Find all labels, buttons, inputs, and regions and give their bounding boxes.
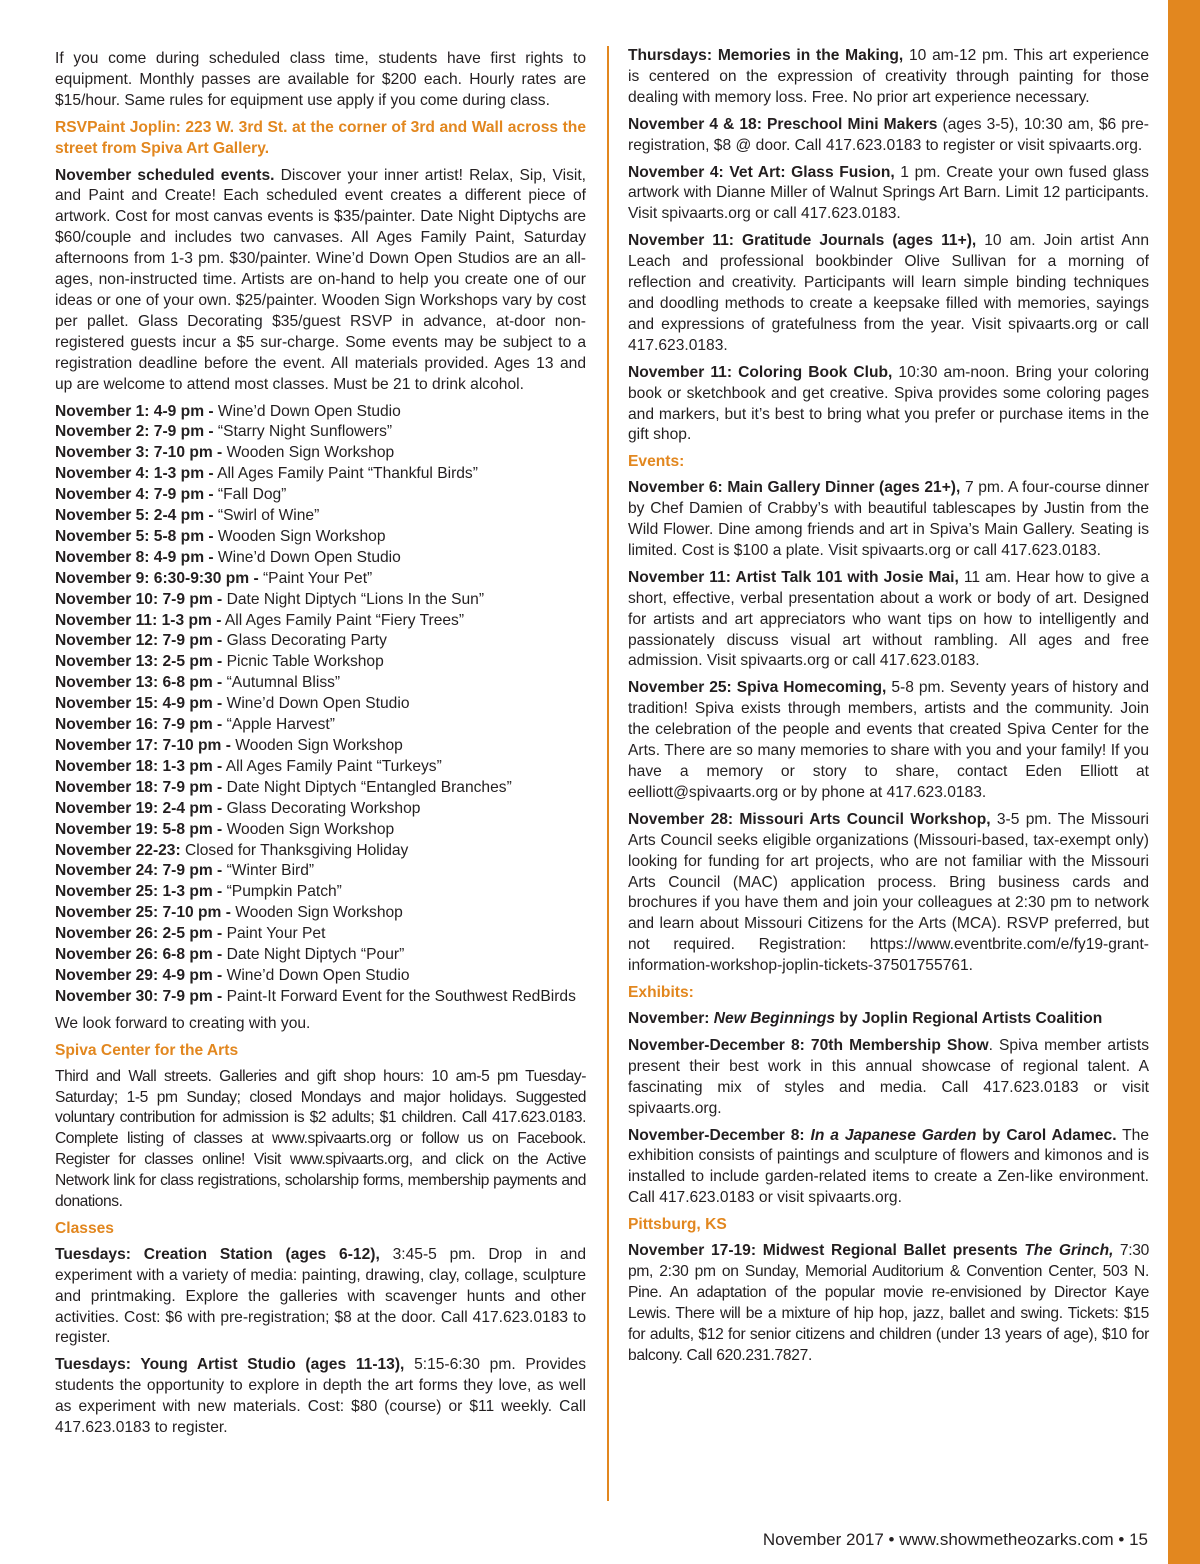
event-description: “Starry Night Sunflowers” bbox=[213, 423, 393, 441]
gratitude-journals bbox=[628, 231, 1149, 356]
event-date: November 29: 4-9 pm - bbox=[55, 966, 223, 984]
event-description: Closed for Thanksgiving Holiday bbox=[180, 841, 409, 859]
artist-talk-101 bbox=[628, 568, 1149, 673]
exhibit-new-beginnings-artist: by Joplin Regional Artists Coalition bbox=[835, 1009, 1103, 1027]
class-creation-station bbox=[55, 1245, 586, 1350]
event-description: “Winter Bird” bbox=[222, 862, 315, 880]
memories-title: Thursdays: Memories in the Making, bbox=[628, 47, 904, 64]
classes-heading: Classes bbox=[55, 1219, 114, 1237]
event-description: Glass Decorating Party bbox=[222, 632, 387, 650]
event-description: Paint-It Forward Event for the Southwest RedBirds bbox=[222, 987, 576, 1005]
event-list-item bbox=[55, 715, 586, 736]
event-description: Glass Decorating Workshop bbox=[222, 799, 421, 817]
rsvpaint-heading: RSVPaint Joplin: 223 W. 3rd St. at the corner of 3rd and Wall across the street from Spiva Art Gallery. bbox=[55, 118, 586, 157]
event-date: November 16: 7-9 pm - bbox=[55, 716, 223, 734]
event-list-item bbox=[55, 945, 586, 966]
event-list-item bbox=[55, 736, 586, 757]
event-description: Wine’d Down Open Studio bbox=[213, 402, 401, 420]
missouri-arts-council-workshop bbox=[628, 810, 1149, 977]
gratitude-title: November 11: Gratitude Journals (ages 11+), bbox=[628, 232, 977, 250]
vet-art-title: November 4: Vet Art: Glass Fusion, bbox=[628, 163, 895, 181]
event-list-item bbox=[55, 611, 586, 632]
membership-show-title: November-December 8: 70th Membership Show bbox=[628, 1036, 989, 1054]
event-date: November 18: 1-3 pm - bbox=[55, 757, 223, 775]
event-list-item bbox=[55, 590, 586, 611]
event-date: November 24: 7-9 pm - bbox=[55, 862, 223, 880]
event-date: November 4: 7-9 pm - bbox=[55, 486, 214, 504]
event-date: November 11: 1-3 pm - bbox=[55, 611, 222, 629]
event-description: Wine’d Down Open Studio bbox=[213, 548, 401, 566]
event-list-item bbox=[55, 485, 586, 506]
event-description: Wooden Sign Workshop bbox=[213, 527, 386, 545]
main-gallery-dinner bbox=[628, 478, 1149, 562]
event-list-item bbox=[55, 694, 586, 715]
event-list-item bbox=[55, 673, 586, 694]
november-scheduled-paragraph bbox=[55, 166, 586, 396]
event-description: Date Night Diptych “Lions In the Sun” bbox=[222, 590, 485, 608]
memories-text: 10 am-12 pm. This art experience is centered on the expression of creativity through painting for those dealing with memory loss. Free. No prior art experience necessary. bbox=[628, 47, 1150, 106]
dinner-title: November 6: Main Gallery Dinner (ages 21+), bbox=[628, 479, 961, 497]
japanese-garden-text: The exhibition consists of paintings and sculpture of flowers and kimonos and is installed to include garden-related items to create a Zen-like environment. Call 417.623.0183 or visit spivaarts.org. bbox=[628, 1126, 1150, 1207]
page-edge-color-band bbox=[1168, 0, 1200, 1564]
exhibits-heading: Exhibits: bbox=[628, 984, 694, 1002]
november-scheduled-text: Discover your inner artist! Relax, Sip, Visit, and Paint and Create! Each scheduled event creates a different piece of artwork. Cost for most canvas events is $35/painter. Date Night Diptychs are $60/couple and includes two canvases. All Ages Family Paint, Saturday afternoons from 1-3 pm. $30/painter. Wine’d Down Open Studios are an all-ages, non-instructed time. Artists are on-hand to help you create one of our ideas or one of your own. $25/painter. Wooden Sign Workshops vary by cost per pallet. Glass Decorating $35/guest RSVP in advance, at-door non-registered guests incur a $5 sur-charge. Some events may be subject to a registration deadline before the event. All materials provided. Ages 13 and up are welcome to attend most classes. Must be 21 to drink alcohol. bbox=[55, 166, 586, 393]
mac-title: November 28: Missouri Arts Council Workshop, bbox=[628, 810, 991, 828]
class-young-artist-studio bbox=[55, 1355, 586, 1439]
membership-show-text: . Spiva member artists present their best work in this annual showcase of regional talent. A fascinating mix of styles and media. Call 417.623.0183 or visit spivaarts.org. bbox=[628, 1036, 1149, 1117]
event-date: November 9: 6:30-9:30 pm - bbox=[55, 569, 259, 587]
event-list-item bbox=[55, 966, 586, 987]
coloring-title: November 11: Coloring Book Club, bbox=[628, 363, 893, 381]
event-description: “Pumpkin Patch” bbox=[222, 883, 342, 901]
event-list-item bbox=[55, 402, 586, 423]
event-list-item bbox=[55, 631, 586, 652]
exhibit-new-beginnings bbox=[628, 1009, 1149, 1030]
vet-art-text: 1 pm. Create your own fused glass artwork with Dianne Miller of Walnut Springs Art Barn. Limit 12 participants. Visit spivaarts.org or call 417.623.0183. bbox=[628, 163, 1149, 223]
event-list-item bbox=[55, 882, 586, 903]
ballet-text: 7:30 pm, 2:30 pm on Sunday, Memorial Auditorium & Convention Center, 503 N. Pine. An adaptation of the popular movie re-envisioned by Director Kaye Lewis. There will be a mixture of hip hop, jazz, ballet and swing. Tickets: $15 for adults, $12 for senior citizens and children (under 13 years of age), $10 for balcony. Call 620.231.7827. bbox=[628, 1242, 1149, 1364]
event-list-item bbox=[55, 464, 586, 485]
event-date: November 10: 7-9 pm - bbox=[55, 590, 223, 608]
japanese-garden-prefix: November-December 8: bbox=[628, 1126, 811, 1144]
event-list-item bbox=[55, 799, 586, 820]
event-date: November 2: 7-9 pm - bbox=[55, 423, 214, 441]
event-date: November 5: 2-4 pm - bbox=[55, 507, 214, 525]
exhibit-new-beginnings-title: New Beginnings bbox=[713, 1009, 836, 1027]
event-description: Wooden Sign Workshop bbox=[222, 820, 395, 838]
event-date: November 19: 2-4 pm - bbox=[55, 799, 223, 817]
exhibit-membership-show bbox=[628, 1036, 1149, 1120]
mac-text: 3-5 pm. The Missouri Arts Council seeks eligible organizations (Missouri-based, tax-exempt only) looking for funding for art projects, who are not familiar with the Missouri Arts Council (MAC) application process. Bring business cards and brochures if you have them and join your colleagues at 2:30 pm to network and learn about Missouri Citizens for the Arts (MCA). RSVP preferred, but not required. Registration: https://www.eventbrite.com/e/fy19-grant-information-workshop-joplin-tickets-37501755761. bbox=[628, 810, 1149, 975]
artist-talk-title: November 11: Artist Talk 101 with Josie Mai, bbox=[628, 568, 959, 586]
event-list-item bbox=[55, 652, 586, 673]
exhibit-japanese-garden bbox=[628, 1126, 1149, 1210]
pittsburg-heading: Pittsburg, KS bbox=[628, 1216, 727, 1234]
event-date: November 13: 2-5 pm - bbox=[55, 653, 223, 671]
preschool-mini-makers bbox=[628, 115, 1149, 157]
event-date: November 19: 5-8 pm - bbox=[55, 820, 223, 838]
event-list-item bbox=[55, 778, 586, 799]
coloring-book-club bbox=[628, 363, 1149, 447]
japanese-garden-artist: by Carol Adamec. bbox=[976, 1126, 1117, 1144]
event-list-item bbox=[55, 841, 586, 862]
event-date: November 22-23: bbox=[55, 841, 181, 859]
event-description: All Ages Family Paint “Fiery Trees” bbox=[221, 611, 465, 629]
homecoming-text: 5-8 pm. Seventy years of history and tradition! Spiva exists through members, artists and the community. Join the celebration of the people and events that created Spiva Center for the Arts. There are so many memories to share with you and your family! If you have a memory or story to share, contact Eden Elliott at eelliott@spivaarts.org or by phone at 417.623.0183. bbox=[628, 679, 1149, 801]
event-description: Picnic Table Workshop bbox=[222, 653, 384, 671]
event-description: Wooden Sign Workshop bbox=[230, 904, 403, 922]
events-heading: Events: bbox=[628, 453, 685, 471]
event-date: November 25: 7-10 pm - bbox=[55, 904, 231, 922]
class-young-artist-studio-text: 5:15-6:30 pm. Provides students the opportunity to explore in depth the art forms they love, as well as experiment with new materials. Cost: $80 (course) or $11 weekly. Call 417.623.0183 to register. bbox=[55, 1356, 586, 1437]
exhibit-new-beginnings-prefix: November: bbox=[628, 1009, 714, 1027]
event-list-item bbox=[55, 548, 586, 569]
homecoming-title: November 25: Spiva Homecoming, bbox=[628, 679, 887, 697]
gratitude-text: 10 am. Join artist Ann Leach and professional bookbinder Olive Sullivan for a morning of reflection and creativity. Participants will learn simple binding techniques and doodling methods to create a keepsake filled with memories, sayings and expressions of gratefulness from the year. Visit spivaarts.org or call 417.623.0183. bbox=[628, 232, 1149, 354]
event-date: November 8: 4-9 pm - bbox=[55, 548, 214, 566]
event-description: Paint Your Pet bbox=[222, 925, 326, 943]
event-date: November 18: 7-9 pm - bbox=[55, 778, 223, 796]
event-description: “Fall Dog” bbox=[213, 486, 287, 504]
vet-art-glass-fusion bbox=[628, 163, 1149, 226]
midwest-regional-ballet bbox=[628, 1241, 1149, 1366]
event-description: All Ages Family Paint “Thankful Birds” bbox=[213, 465, 478, 483]
left-column bbox=[55, 49, 586, 1445]
event-description: All Ages Family Paint “Turkeys” bbox=[222, 757, 442, 775]
event-list-item bbox=[55, 820, 586, 841]
memories-in-the-making bbox=[628, 46, 1149, 109]
ballet-show-name: The Grinch, bbox=[1024, 1242, 1114, 1260]
event-list-item bbox=[55, 569, 586, 590]
event-description: “Swirl of Wine” bbox=[213, 507, 320, 525]
event-description: Date Night Diptych “Pour” bbox=[222, 946, 405, 964]
event-list-item bbox=[55, 903, 586, 924]
event-description: “Apple Harvest” bbox=[222, 716, 335, 734]
closing-line: We look forward to creating with you. bbox=[55, 1014, 311, 1032]
column-divider bbox=[607, 46, 609, 1501]
spiva-homecoming bbox=[628, 678, 1149, 803]
japanese-garden-title: In a Japanese Garden bbox=[810, 1126, 977, 1144]
spiva-center-heading: Spiva Center for the Arts bbox=[55, 1041, 239, 1059]
event-description: “Paint Your Pet” bbox=[258, 569, 373, 587]
event-description: Wine’d Down Open Studio bbox=[222, 966, 410, 984]
mini-makers-text: (ages 3-5), 10:30 am, $6 pre-registration, $8 @ door. Call 417.623.0183 to register or visit spivaarts.org. bbox=[628, 115, 1149, 154]
event-list-item bbox=[55, 506, 586, 527]
event-description: Wooden Sign Workshop bbox=[222, 444, 395, 462]
class-creation-station-text: 3:45-5 pm. Drop in and experiment with a variety of media: painting, drawing, clay, collage, sculpture and printmaking. Explore the galleries with scavenger hunts and other activities. Cost: $6 with pre-registration; $8 at the door. Call 417.623.0183 to register. bbox=[55, 1245, 586, 1347]
event-list-item bbox=[55, 443, 586, 464]
right-column bbox=[628, 46, 1149, 1372]
event-list-item bbox=[55, 924, 586, 945]
event-date: November 13: 6-8 pm - bbox=[55, 674, 223, 692]
november-scheduled-title: November scheduled events. bbox=[55, 166, 275, 184]
event-date: November 26: 2-5 pm - bbox=[55, 925, 223, 943]
event-date: November 1: 4-9 pm - bbox=[55, 402, 214, 420]
event-date: November 15: 4-9 pm - bbox=[55, 695, 223, 713]
event-description: Date Night Diptych “Entangled Branches” bbox=[222, 778, 512, 796]
event-date: November 17: 7-10 pm - bbox=[55, 737, 231, 754]
intro-paragraph: If you come during scheduled class time, students have first rights to equipment. Monthly passes are available for $200 each. Hourly rates are $15/hour. Same rules for equipment use apply if you come during class. bbox=[55, 50, 586, 109]
dinner-text: 7 pm. A four-course dinner by Chef Damien of Crabby’s with beautiful tablescapes by Justin from the Wild Flower. Dine among friends and art in Spiva’s Main Gallery. Seating is limited. Cost is $100 a plate. Visit spivaarts.org or call 417.623.0183. bbox=[628, 479, 1149, 559]
event-date: November 12: 7-9 pm - bbox=[55, 632, 223, 650]
event-list bbox=[55, 402, 586, 1008]
event-description: Wooden Sign Workshop bbox=[230, 737, 403, 754]
event-list-item bbox=[55, 987, 586, 1008]
mini-makers-title: November 4 & 18: Preschool Mini Makers bbox=[628, 115, 938, 133]
ballet-title: November 17-19: Midwest Regional Ballet presents bbox=[628, 1242, 1025, 1260]
coloring-text: 10:30 am-noon. Bring your coloring book or sketchbook and get creative. Spiva provides some coloring pages and markers, but it’s best to bring what you prefer or purchase items in the gift shop. bbox=[628, 363, 1149, 444]
event-date: November 30: 7-9 pm - bbox=[55, 987, 223, 1005]
page-footer: November 2017 • www.showmetheozarks.com • 15 bbox=[762, 1530, 1148, 1549]
event-list-item bbox=[55, 527, 586, 548]
event-date: November 26: 6-8 pm - bbox=[55, 946, 223, 964]
artist-talk-text: 11 am. Hear how to give a short, effective, verbal presentation about a work or body of art. Designed for artists and art appreciators who want tips on how to intelligently and passionately discuss visual art without rambling. All ages and free admission. Visit spivaarts.org or call 417.623.0183. bbox=[628, 568, 1149, 670]
event-date: November 4: 1-3 pm - bbox=[55, 465, 214, 483]
event-date: November 5: 5-8 pm - bbox=[55, 527, 214, 545]
event-date: November 25: 1-3 pm - bbox=[55, 883, 223, 901]
event-list-item bbox=[55, 861, 586, 882]
class-young-artist-studio-title: Tuesdays: Young Artist Studio (ages 11-13), bbox=[55, 1356, 405, 1374]
event-list-item bbox=[55, 757, 586, 778]
event-list-item bbox=[55, 422, 586, 443]
event-description: “Autumnal Bliss” bbox=[222, 674, 341, 692]
event-description: Wine’d Down Open Studio bbox=[222, 695, 410, 713]
spiva-center-paragraph: Third and Wall streets. Galleries and gift shop hours: 10 am-5 pm Tuesday-Saturday; 1-5 pm Sunday; closed Mondays and major holidays. Suggested voluntary contribution for admission is $2 adults; $1 children. Call 417.623.0183. Complete listing of classes at www.spivaarts.org or follow us on Facebook. Register for classes online! Visit www.spivaarts.org, and click on the Active Network link for class registrations, scholarship forms, membership payments and donations. bbox=[55, 1067, 586, 1211]
class-creation-station-title: Tuesdays: Creation Station (ages 6-12), bbox=[55, 1245, 380, 1263]
event-date: November 3: 7-10 pm - bbox=[55, 444, 223, 462]
